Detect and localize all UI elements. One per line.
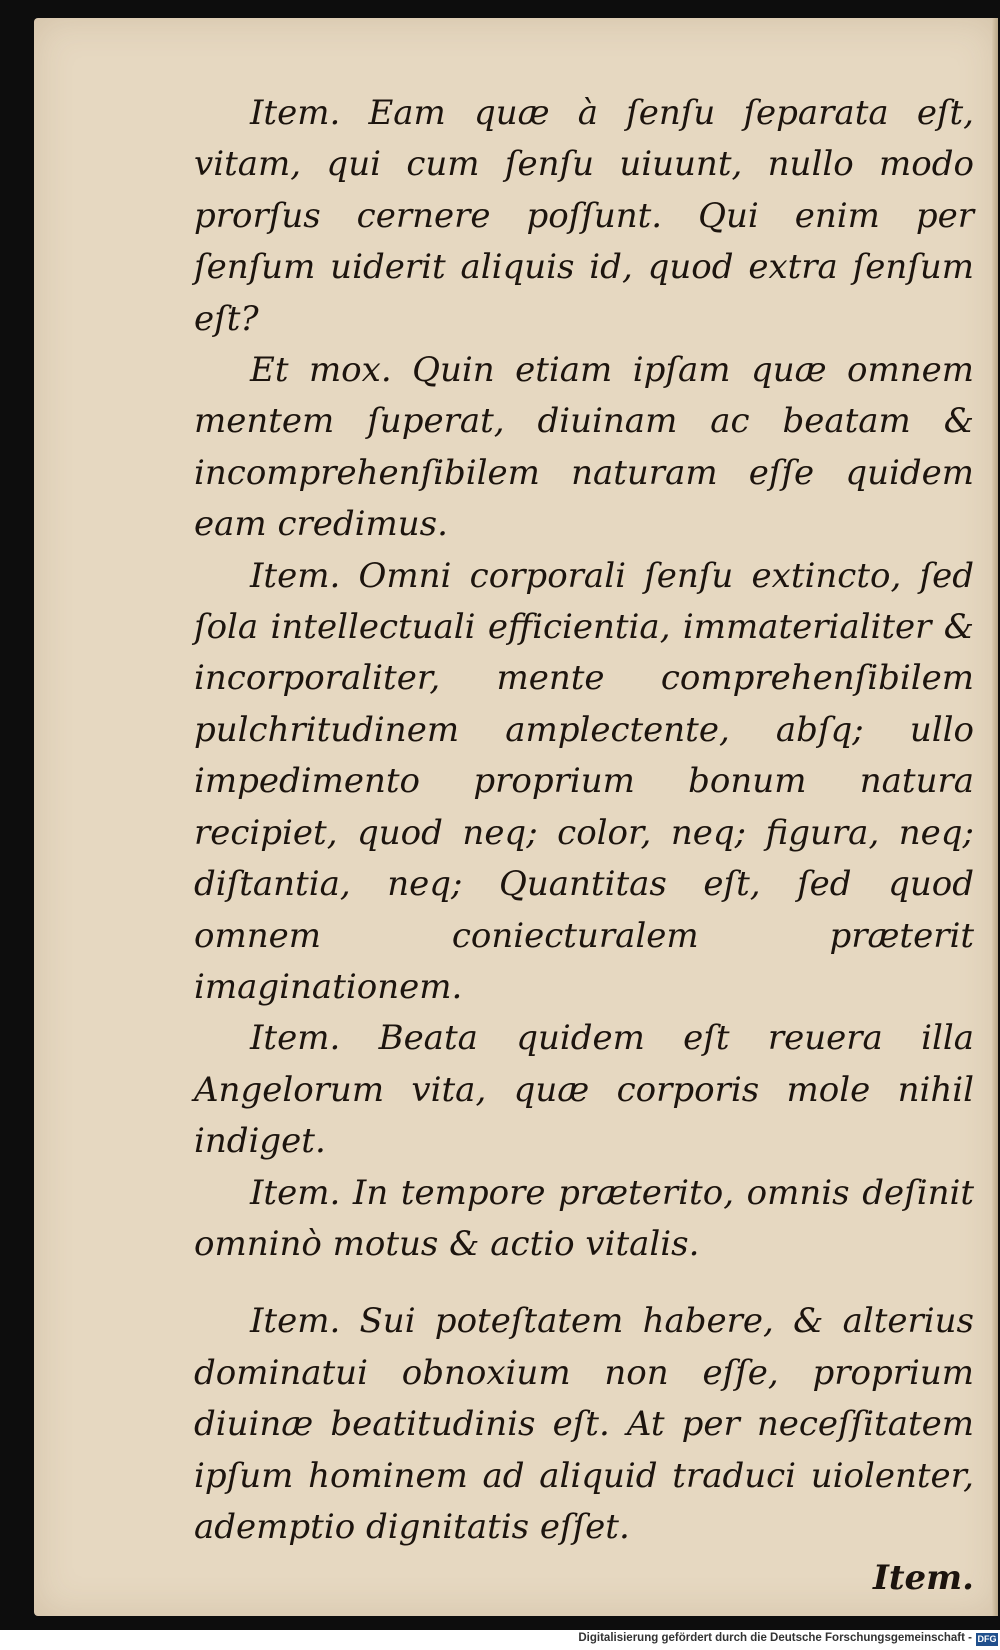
page-text — [194, 88, 974, 1605]
paragraph-1: Item. Eam quæ à ſenſu ſeparata eſt, vitam, qui cum ſenſu uiuunt, nullo modo prorſus cernere poſſunt. Qui enim per ſenſum uiderit aliquis id, quod extra ſenſum eſt? — [194, 93, 974, 339]
paragraph-6: Item. Sui poteſtatem habere, & alterius dominatui obnoxium non eſſe, proprium diuinæ beatitudinis eſt. At per neceſſitatem ipſum hominem ad aliquid traduci uiolenter, ademptio dignitatis eſſet. — [194, 1301, 974, 1547]
paragraph-5: Item. In tempore præterito, omnis deſinit omninò motus & actio vitalis. — [194, 1172, 974, 1264]
paragraph-4: Item. Beata quidem eſt reuera illa Angelorum vita, quæ corporis mole nihil indiget. — [194, 1018, 974, 1162]
book-page — [34, 18, 998, 1616]
catchword: Item. — [872, 1558, 974, 1599]
dfg-logo: DFG — [977, 1634, 997, 1644]
funding-note: Digitalisierung gefördert durch die Deutsche Forschungsgemeinschaft - — [578, 1632, 972, 1644]
digitization-footer — [0, 1630, 1000, 1650]
paragraph-3: Item. Omni corporali ſenſu extincto, ſed ſola intellectuali efficientia, immaterialiter & incorporaliter, mente comprehenſibilem pulchritudinem amplectente, abſq; ullo impedimento proprium bonum natura recipiet, quod neq; color, neq; figura, neq; diſtantia, neq; Quantitas eſt, ſed quod omnem coniecturalem præterit imaginationem. — [194, 555, 974, 1007]
page-edge — [992, 18, 998, 1616]
paragraph-2: Et mox. Quin etiam ipſam quæ omnem mentem ſuperat, diuinam ac beatam & incomprehenſibilem naturam eſſe quidem eam credimus. — [194, 350, 974, 545]
